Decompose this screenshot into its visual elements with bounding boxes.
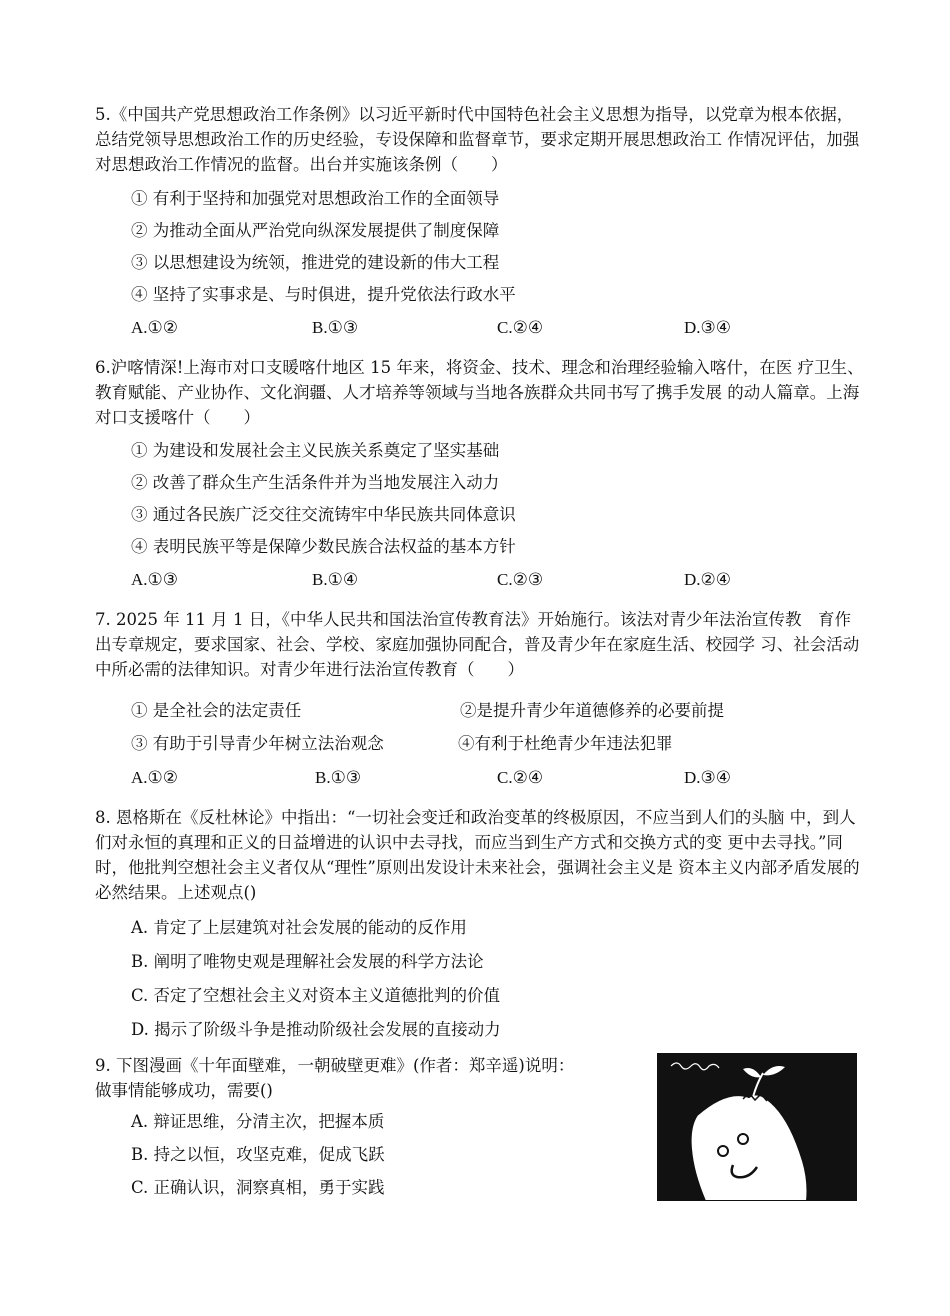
question-5-choice-b[interactable]: B.①③: [312, 318, 359, 337]
question-7-choice-a[interactable]: A.①②: [131, 768, 179, 787]
question-8-option-a[interactable]: A. 肯定了上层建筑对社会发展的能动的反作用: [131, 918, 467, 937]
question-6-option-1: ① 为建设和发展社会主义民族关系奠定了坚实基础: [131, 441, 500, 460]
question-6-option-3: ③ 通过各民族广泛交往交流铸牢中华民族共同体意识: [131, 505, 516, 524]
question-6-choice-a[interactable]: A.①③: [131, 570, 179, 589]
question-7-option-3: ③ 有助于引导青少年树立法治观念: [131, 734, 384, 753]
question-8-option-c[interactable]: C. 否定了空想社会主义对资本主义道德批判的价值: [131, 986, 501, 1005]
question-9-option-c[interactable]: C. 正确认识，洞察真相，勇于实践: [131, 1178, 385, 1197]
question-9-stem: 9. 下图漫画《十年面壁难，一朝破壁更难》(作者：郑辛遥)说明： 做事情能够成功，需要(): [95, 1056, 575, 1100]
question-8-option-b[interactable]: B. 阐明了唯物史观是理解社会发展的科学方法论: [131, 952, 484, 971]
question-5-option-1: ① 有利于坚持和加强党对思想政治工作的全面领导: [131, 189, 500, 208]
question-9-option-b[interactable]: B. 持之以恒，攻坚克难，促成飞跃: [131, 1145, 385, 1164]
question-7-option-2: ②是提升青少年道德修养的必要前提: [460, 701, 724, 720]
question-7-choice-c[interactable]: C.②④: [497, 768, 544, 787]
question-8-option-d[interactable]: D. 揭示了阶级斗争是推动阶级社会发展的直接动力: [131, 1020, 501, 1039]
question-6-choice-d[interactable]: D.②④: [684, 570, 732, 589]
question-6-choice-b[interactable]: B.①④: [312, 570, 359, 589]
question-6-option-4: ④ 表明民族平等是保障少数民族合法权益的基本方针: [131, 537, 516, 556]
question-7-option-4: ④有利于杜绝青少年违法犯罪: [458, 734, 673, 753]
question-7-option-1: ① 是全社会的法定责任: [131, 701, 302, 720]
question-6-option-2: ② 改善了群众生产生活条件并为当地发展注入动力: [131, 473, 500, 492]
question-5-stem: 5.《中国共产党思想政治工作条例》以习近平新时代中国特色社会主义思想为指导，以党章为根本依据，总结党领导思想政治工作的历史经验，专设保障和监督章节，要求定期开展思想政治工 作情况评估，加强对思想政治工作情况的监督。出台并实施该条例（ ）: [95, 105, 860, 174]
question-7-choice-d[interactable]: D.③④: [684, 768, 732, 787]
question-5-choice-a[interactable]: A.①②: [131, 318, 179, 337]
question-6-choices: [131, 570, 851, 594]
question-6-choice-c[interactable]: C.②③: [497, 570, 544, 589]
question-5-choice-d[interactable]: D.③④: [684, 318, 732, 337]
question-5-option-2: ② 为推动全面从严治党向纵深发展提供了制度保障: [131, 221, 500, 240]
comic-illustration: [657, 1053, 857, 1201]
question-5-option-3: ③ 以思想建设为统领，推进党的建设新的伟大工程: [131, 253, 500, 272]
question-9-option-a[interactable]: A. 辩证思维，分清主次，把握本质: [131, 1112, 385, 1131]
question-7-stem: 7. 2025 年 11 月 1 日，《中华人民共和国法治宣传教育法》开始施行。该法对青少年法治宣传教 育作出专章规定，要求国家、社会、学校、家庭加强协同配合，普及青少年在家庭生活、校园学 习、社会活动中所必需的法律知识。对青少年进行法治宣传教育（ ）: [95, 610, 860, 679]
question-5-option-4: ④ 坚持了实事求是、与时俱进，提升党依法行政水平: [131, 285, 516, 304]
question-8-stem: 8. 恩格斯在《反杜林论》中指出：“一切社会变迁和政治变革的终极原因，不应当到人们的头脑 中，到人们对永恒的真理和正义的日益增进的认识中去寻找，而应当到生产方式和交换方式的变 更中去寻找。”同时，他批判空想社会主义者仅从“理性”原则出发设计未来社会，强调社会主义是 资本主义内部矛盾发展的必然结果。上述观点(): [95, 808, 860, 902]
question-5-choice-c[interactable]: C.②④: [497, 318, 544, 337]
question-7-choice-b[interactable]: B.①③: [315, 768, 362, 787]
question-5-choices: [131, 318, 851, 342]
question-7-choices: [131, 768, 851, 792]
question-6-stem: 6.沪喀情深!上海市对口支暖喀什地区 15 年来，将资金、技术、理念和治理经验输入喀什，在医 疗卫生、教育赋能、产业协作、文化润疆、人才培养等领域与当地各族群众共同书写了携手发展 的动人篇章。上海对口支援喀什（ ）: [95, 358, 864, 427]
